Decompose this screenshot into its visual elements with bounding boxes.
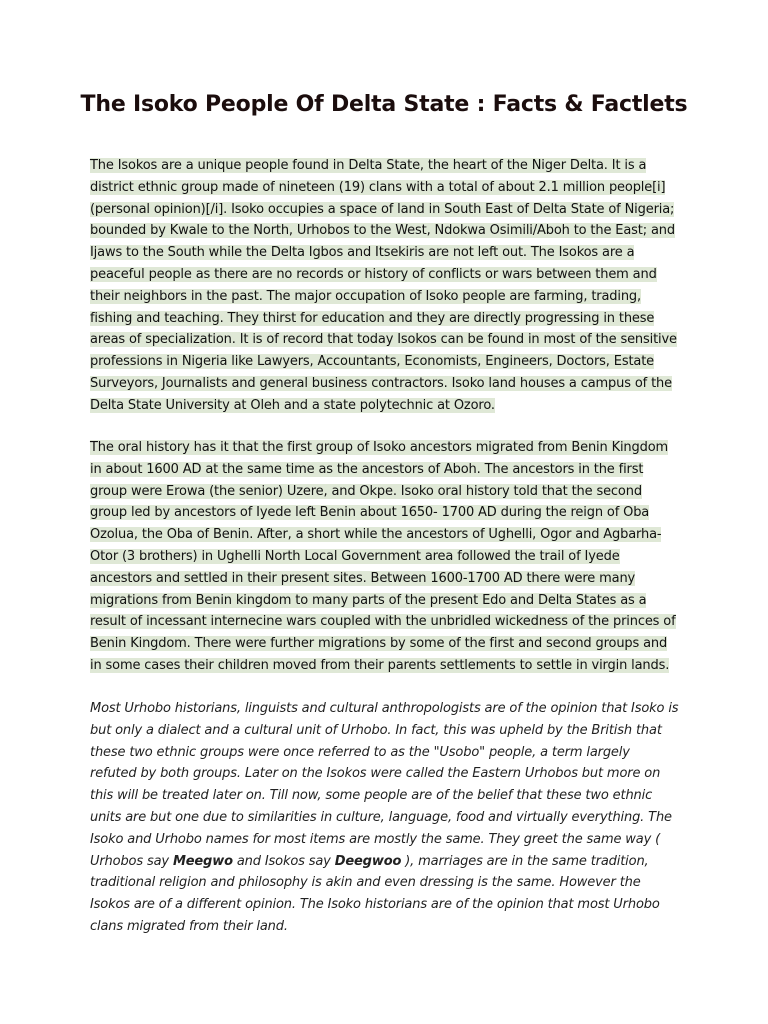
highlighted-text: The Isokos are a unique people found in Delta State, the heart of the Niger Delta. It is a district ethnic group made of nineteen (19) clans with a total of about 2.1 million people[i](personal opinion)[/i]. Isoko occupies a space of land in South East of Delta State of Nigeria; bounded by Kwale to the North, Urhobos to the West, Ndokwa Osimili/Aboh to the East; and Ijaws to the South while the Delta Igbos and Itsekiris are not left out. The Isokos are a peaceful people as there are no records or history of conflicts or wars between them and their neighbors in the past. The major occupation of Isoko people are farming, trading, fishing and teaching. They thirst for education and they are directly progressing in these areas of specialization. It is of record that today Isokos can be found in most of the sensitive professions in Nigeria like Lawyers, Accountants, Economists, Engineers, Doctors, Estate Surveyors, Journalists and general business contractors. Isoko land houses a campus of the Delta State University at Oleh and a state polytechnic at Ozoro.: [90, 158, 677, 413]
highlighted-text: The oral history has it that the first group of Isoko ancestors migrated from Benin Kingdom in about 1600 AD at the same time as the ancestors of Aboh. The ancestors in the first group were Erowa (the senior) Uzere, and Okpe. Isoko oral history told that the second group led by ancestors of Iyede left Benin about 1650- 1700 AD during the reign of Oba Ozolua, the Oba of Benin. After, a short while the ancestors of Ughelli, Ogor and Agbarha- Otor (3 brothers) in Ughelli North Local Government area followed the trail of Iyede ancestors and settled in their present sites. Between 1600-1700 AD there were many migrations from Benin kingdom to many parts of the present Edo and Delta States as a result of incessant internecine wars coupled with the unbridled wickedness of the princes of Benin Kingdom. There were further migrations by some of the first and second groups and in some cases their children moved from their parents settlements to settle in virgin lands.: [90, 440, 676, 673]
paragraph-urhobo-relation: [90, 698, 680, 938]
document-title: The Isoko People Of Delta State : Facts & Factlets: [80, 92, 688, 117]
emphasis-deegwoo: Deegwoo: [334, 853, 402, 869]
emphasis-meegwo: Meegwo: [172, 853, 233, 869]
paragraph-intro: [90, 155, 680, 417]
paragraph-oral-history: [90, 437, 680, 677]
text-segment: and Isokos say: [232, 853, 335, 869]
text-segment: Most Urhobo historians, linguists and cultural anthropologists are of the opinion that Isoko is but only a dialect and a cultural unit of Urhobo. In fact, this was upheld by the British that these two ethnic groups were once referred to as the "Usobo" people, a term largely refuted by both groups. Later on the Isokos were called the Eastern Urhobos but more on this will be treated later on. Till now, some people are of the belief that these two ethnic units are but one due to similarities in culture, language, food and virtually everything. The Isoko and Urhobo names for most items are mostly the same. They greet the same way ( Urhobos say: [90, 701, 679, 869]
text-segment: ), marriages are in the same tradition, traditional religion and philosophy is akin and even dressing is the same. However the Isokos are of a different opinion. The Isoko historians are of the opinion that most Urhobo clans migrated from their land.: [90, 853, 660, 934]
